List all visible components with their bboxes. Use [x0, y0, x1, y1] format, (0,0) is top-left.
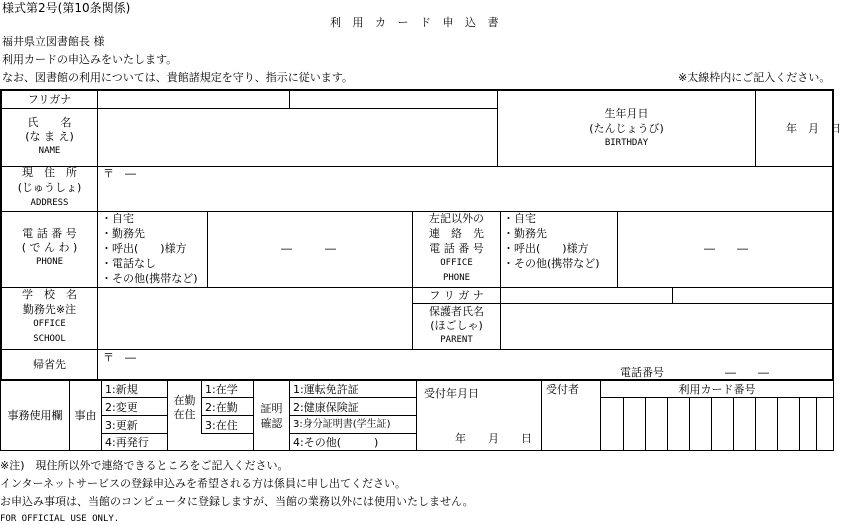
school-label: 学 校 名 [22, 288, 77, 301]
name-en-label: NAME [38, 146, 61, 156]
reason-renew[interactable]: 3:更新 [105, 419, 138, 432]
status-school[interactable]: 1:在学 [205, 383, 238, 396]
guardian-en-label: PARENT [440, 335, 473, 345]
home-phone-label: 電話番号 [620, 366, 664, 379]
reason-label: 事由 [74, 409, 97, 422]
school-input[interactable] [98, 288, 411, 348]
furigana-label: フリガナ [27, 93, 72, 106]
alt-contact-label-2: 連 絡 先 [429, 227, 484, 240]
phone-en-label: PHONE [35, 257, 64, 267]
phone-label: 電 話 番 号 [22, 227, 77, 240]
name-kana-label: (な ま え) [25, 130, 74, 143]
phone-option-home[interactable]: ・自宅 [101, 212, 134, 225]
furigana-input-2[interactable] [290, 90, 496, 108]
footer-note-2: インターネットサービスの登録申込みを希望される方は係員に申し出てください。 [0, 477, 407, 490]
receiver-label: 受付者 [546, 383, 579, 396]
reason-change[interactable]: 2:変更 [105, 401, 138, 414]
workplace-label: 勤務先※注 [22, 303, 77, 316]
proof-id-card[interactable]: 3:身分証明書(学生証) [293, 419, 391, 430]
received-date-value[interactable]: 年 月 日 [455, 432, 532, 445]
guardian-input[interactable] [501, 304, 831, 348]
phone-option-other[interactable]: ・その他(携帯など) [101, 272, 198, 285]
office-use-label: 事務使用欄 [7, 409, 63, 422]
proof-other[interactable]: 4:その他( ) [293, 436, 379, 449]
proof-license[interactable]: 1:運転免許証 [293, 383, 359, 396]
phone-option-work[interactable]: ・勤務先 [101, 227, 145, 240]
furigana-input-1[interactable] [98, 90, 289, 108]
form-title: 利 用 カ ー ド 申 込 書 [330, 16, 503, 29]
name-label: 氏 名 [27, 116, 72, 129]
addressee: 福井県立図書館長 様 [2, 35, 105, 48]
guardian-furigana-input[interactable] [501, 288, 671, 303]
phone-number-input[interactable]: ― ― [281, 242, 336, 255]
birthday-input[interactable]: 年 月 日 [786, 122, 841, 135]
alt-contact-en-2: PHONE [442, 273, 471, 283]
alt-contact-label-3: 電 話 番 号 [429, 242, 484, 255]
birthday-kana-label: (たんじょうび) [589, 122, 664, 135]
alt-option-callout[interactable]: ・呼出( )様方 [503, 242, 589, 255]
form-number: 様式第2号(第10条関係) [2, 1, 131, 15]
home-postal-mark: 〒 ― [103, 351, 136, 364]
phone-option-callout[interactable]: ・呼出( )様方 [101, 242, 187, 255]
reason-reissue[interactable]: 4:再発行 [105, 436, 149, 449]
reason-new[interactable]: 1:新規 [105, 383, 138, 396]
card-number-label: 利用カード番号 [678, 383, 756, 396]
school-en-1: OFFICE [33, 319, 66, 329]
status-live[interactable]: 3:在住 [205, 419, 238, 432]
address-en-label: ADDRESS [30, 198, 69, 208]
address-postal-mark: 〒 ― [103, 167, 136, 180]
footer-note-3: お申込み事項は、当館のコンピュータに登録しますが、当館の業務以外には使用いたしません。 [0, 495, 474, 508]
alt-option-home[interactable]: ・自宅 [503, 212, 536, 225]
alt-option-work[interactable]: ・勤務先 [503, 227, 547, 240]
pledge-text: なお、図書館の利用については、貴館諸規定を守り、指示に従います。 [2, 71, 353, 84]
guardian-kana-label: (ほごしゃ) [430, 319, 483, 332]
footer-note-4: FOR OFFICIAL USE ONLY. [0, 514, 120, 524]
proof-insurance[interactable]: 2:健康保険証 [293, 401, 359, 414]
status-label-1: 在勤 [173, 394, 196, 407]
phone-option-none[interactable]: ・電話なし [101, 257, 156, 270]
name-input[interactable] [98, 109, 496, 165]
birthday-label: 生年月日 [604, 107, 649, 120]
request-text: 利用カードの申込みをいたします。 [2, 53, 178, 66]
address-label: 現 住 所 [22, 166, 77, 179]
alt-option-other[interactable]: ・その他(携帯など) [503, 257, 600, 270]
home-label: 帰省先 [33, 358, 66, 371]
alt-contact-en-1: OFFICE [440, 258, 473, 268]
footer-note-1: ※注) 現住所以外で連絡できるところをご記入ください。 [0, 459, 289, 472]
proof-label-1: 証明 [260, 402, 283, 415]
guardian-furigana-label: フ リ ガ ナ [429, 289, 484, 302]
home-phone-input[interactable]: ― ― [725, 366, 769, 379]
alt-phone-number-input[interactable]: ― ― [704, 242, 748, 255]
status-work[interactable]: 2:在勤 [205, 401, 238, 414]
guardian-label: 保護者氏名 [429, 305, 484, 318]
school-en-2: SCHOOL [33, 334, 66, 344]
received-date-label: 受付年月日 [424, 387, 479, 400]
status-label-2: 在住 [173, 408, 196, 421]
birthday-en-label: BIRTHDAY [604, 138, 649, 148]
address-kana-label: (じゅうしょ) [17, 181, 82, 194]
phone-kana-label: ( で ん わ ) [21, 241, 78, 254]
fill-instruction: ※太線枠内にご記入ください。 [678, 71, 831, 84]
address-input[interactable] [98, 167, 832, 210]
proof-label-2: 確認 [260, 417, 283, 430]
alt-contact-label-1: 左記以外の [429, 212, 484, 225]
